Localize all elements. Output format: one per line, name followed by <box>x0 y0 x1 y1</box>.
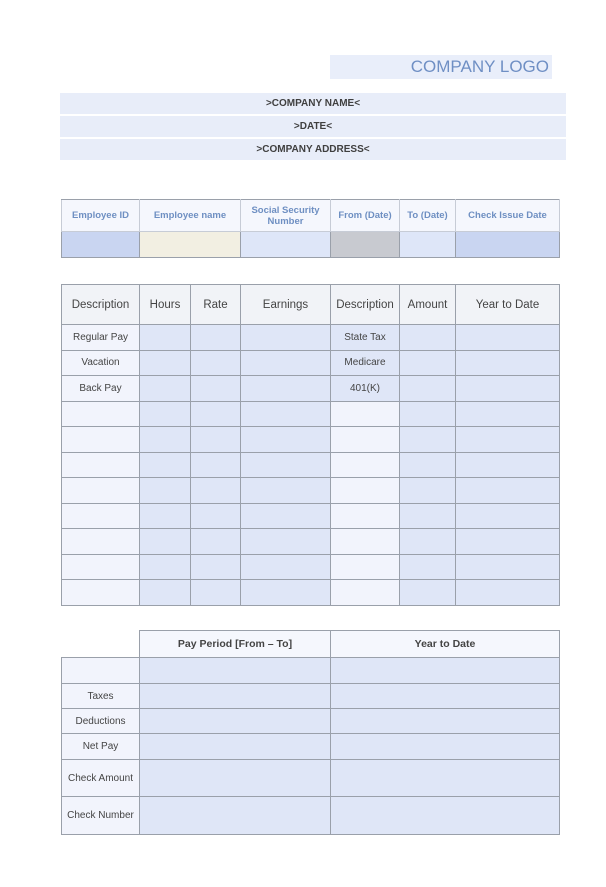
deductions-pay-period-cell[interactable] <box>140 709 331 734</box>
rate-cell[interactable] <box>191 529 241 555</box>
amount-cell[interactable] <box>400 529 456 555</box>
earning-description-cell: Back Pay <box>62 376 140 402</box>
hours-cell[interactable] <box>140 401 191 427</box>
pay-period-header: Pay Period [From – To] <box>140 631 331 658</box>
rate-cell[interactable] <box>191 503 241 529</box>
amount-cell[interactable] <box>400 376 456 402</box>
to-date-cell[interactable] <box>400 232 456 258</box>
hours-cell[interactable] <box>140 427 191 453</box>
earnings-cell[interactable] <box>241 452 331 478</box>
earnings-cell[interactable] <box>241 580 331 606</box>
earnings-cell[interactable] <box>241 554 331 580</box>
table-row <box>62 478 560 504</box>
earning-description-cell <box>62 478 140 504</box>
to-date-header: To (Date) <box>400 200 456 232</box>
summary-corner <box>62 631 140 658</box>
amount-cell[interactable] <box>400 503 456 529</box>
company-name: >COMPANY NAME< <box>60 93 566 114</box>
deduction-description-cell <box>331 452 400 478</box>
hours-cell[interactable] <box>140 350 191 376</box>
table-row <box>62 503 560 529</box>
employee-info-table <box>61 199 560 258</box>
date-field: >DATE< <box>60 116 566 137</box>
deduction-description-cell <box>331 478 400 504</box>
ytd-cell[interactable] <box>456 452 560 478</box>
table-row <box>62 580 560 606</box>
employee-id-cell[interactable] <box>62 232 140 258</box>
deduction-description-cell <box>331 580 400 606</box>
table-row <box>62 325 560 351</box>
table-row <box>62 529 560 555</box>
table-row <box>62 376 560 402</box>
deduction-description-header: Description <box>331 285 400 325</box>
employee-id-header: Employee ID <box>62 200 140 232</box>
deduction-description-cell <box>331 529 400 555</box>
description-header: Description <box>62 285 140 325</box>
rate-cell[interactable] <box>191 376 241 402</box>
amount-cell[interactable] <box>400 401 456 427</box>
year-to-date-header: Year to Date <box>456 285 560 325</box>
net-pay-label: Net Pay <box>62 734 140 760</box>
amount-cell[interactable] <box>400 580 456 606</box>
employee-name-header: Employee name <box>140 200 241 232</box>
earning-description-cell <box>62 554 140 580</box>
company-logo: COMPANY LOGO <box>330 55 552 79</box>
taxes-ytd-cell[interactable] <box>331 684 560 709</box>
ytd-cell[interactable] <box>456 529 560 555</box>
check-amount-label: Check Amount <box>62 760 140 797</box>
rate-header: Rate <box>191 285 241 325</box>
amount-cell[interactable] <box>400 350 456 376</box>
ytd-cell[interactable] <box>456 427 560 453</box>
from-date-cell[interactable] <box>331 232 400 258</box>
hours-cell[interactable] <box>140 325 191 351</box>
company-address: >COMPANY ADDRESS< <box>60 139 566 160</box>
hours-header: Hours <box>140 285 191 325</box>
ytd-cell[interactable] <box>456 503 560 529</box>
rate-cell[interactable] <box>191 580 241 606</box>
rate-cell[interactable] <box>191 350 241 376</box>
rate-cell[interactable] <box>191 427 241 453</box>
earning-description-cell: Vacation <box>62 350 140 376</box>
summary-row-label <box>62 658 140 684</box>
ytd-cell[interactable] <box>456 580 560 606</box>
table-row <box>62 452 560 478</box>
summary-ytd-cell[interactable] <box>331 658 560 684</box>
deductions-ytd-cell[interactable] <box>331 709 560 734</box>
earnings-cell[interactable] <box>241 350 331 376</box>
deduction-description-cell <box>331 503 400 529</box>
earnings-cell[interactable] <box>241 325 331 351</box>
earnings-cell[interactable] <box>241 401 331 427</box>
summary-ytd-header: Year to Date <box>331 631 560 658</box>
check-issue-date-header: Check Issue Date <box>456 200 560 232</box>
ytd-cell[interactable] <box>456 376 560 402</box>
earning-description-cell <box>62 580 140 606</box>
ytd-cell[interactable] <box>456 478 560 504</box>
earnings-cell[interactable] <box>241 427 331 453</box>
table-row <box>62 427 560 453</box>
rate-cell[interactable] <box>191 325 241 351</box>
check-amount-ytd-cell[interactable] <box>331 760 560 797</box>
net-pay-pay-period-cell[interactable] <box>140 734 331 760</box>
earnings-cell[interactable] <box>241 478 331 504</box>
earnings-table <box>61 284 560 606</box>
check-number-pay-period-cell[interactable] <box>140 797 331 835</box>
hours-cell[interactable] <box>140 452 191 478</box>
summary-pay-period-cell[interactable] <box>140 658 331 684</box>
taxes-pay-period-cell[interactable] <box>140 684 331 709</box>
deduction-description-cell <box>331 401 400 427</box>
hours-cell[interactable] <box>140 554 191 580</box>
rate-cell[interactable] <box>191 452 241 478</box>
table-row <box>62 401 560 427</box>
amount-cell[interactable] <box>400 452 456 478</box>
employee-name-cell[interactable] <box>140 232 241 258</box>
table-row <box>62 350 560 376</box>
hours-cell[interactable] <box>140 503 191 529</box>
check-amount-pay-period-cell[interactable] <box>140 760 331 797</box>
earning-description-cell <box>62 427 140 453</box>
deduction-description-cell <box>331 427 400 453</box>
amount-header: Amount <box>400 285 456 325</box>
earning-description-cell <box>62 503 140 529</box>
rate-cell[interactable] <box>191 554 241 580</box>
amount-cell[interactable] <box>400 427 456 453</box>
hours-cell[interactable] <box>140 580 191 606</box>
earnings-cell[interactable] <box>241 503 331 529</box>
check-number-label: Check Number <box>62 797 140 835</box>
summary-table <box>61 630 560 835</box>
rate-cell[interactable] <box>191 478 241 504</box>
earning-description-cell: Regular Pay <box>62 325 140 351</box>
net-pay-ytd-cell[interactable] <box>331 734 560 760</box>
check-number-ytd-cell[interactable] <box>331 797 560 835</box>
earnings-cell[interactable] <box>241 529 331 555</box>
earnings-cell[interactable] <box>241 376 331 402</box>
amount-cell[interactable] <box>400 325 456 351</box>
ssn-header: Social Security Number <box>241 200 331 232</box>
deduction-description-cell <box>331 554 400 580</box>
ssn-cell[interactable] <box>241 232 331 258</box>
hours-cell[interactable] <box>140 529 191 555</box>
from-date-header: From (Date) <box>331 200 400 232</box>
hours-cell[interactable] <box>140 376 191 402</box>
hours-cell[interactable] <box>140 478 191 504</box>
check-issue-date-cell[interactable] <box>456 232 560 258</box>
amount-cell[interactable] <box>400 478 456 504</box>
earning-description-cell <box>62 401 140 427</box>
deduction-description-cell: State Tax <box>331 325 400 351</box>
amount-cell[interactable] <box>400 554 456 580</box>
taxes-label: Taxes <box>62 684 140 709</box>
ytd-cell[interactable] <box>456 325 560 351</box>
table-row <box>62 554 560 580</box>
ytd-cell[interactable] <box>456 401 560 427</box>
ytd-cell[interactable] <box>456 350 560 376</box>
earnings-header: Earnings <box>241 285 331 325</box>
deductions-label: Deductions <box>62 709 140 734</box>
deduction-description-cell: 401(K) <box>331 376 400 402</box>
ytd-cell[interactable] <box>456 554 560 580</box>
deduction-description-cell: Medicare <box>331 350 400 376</box>
earning-description-cell <box>62 529 140 555</box>
earning-description-cell <box>62 452 140 478</box>
rate-cell[interactable] <box>191 401 241 427</box>
